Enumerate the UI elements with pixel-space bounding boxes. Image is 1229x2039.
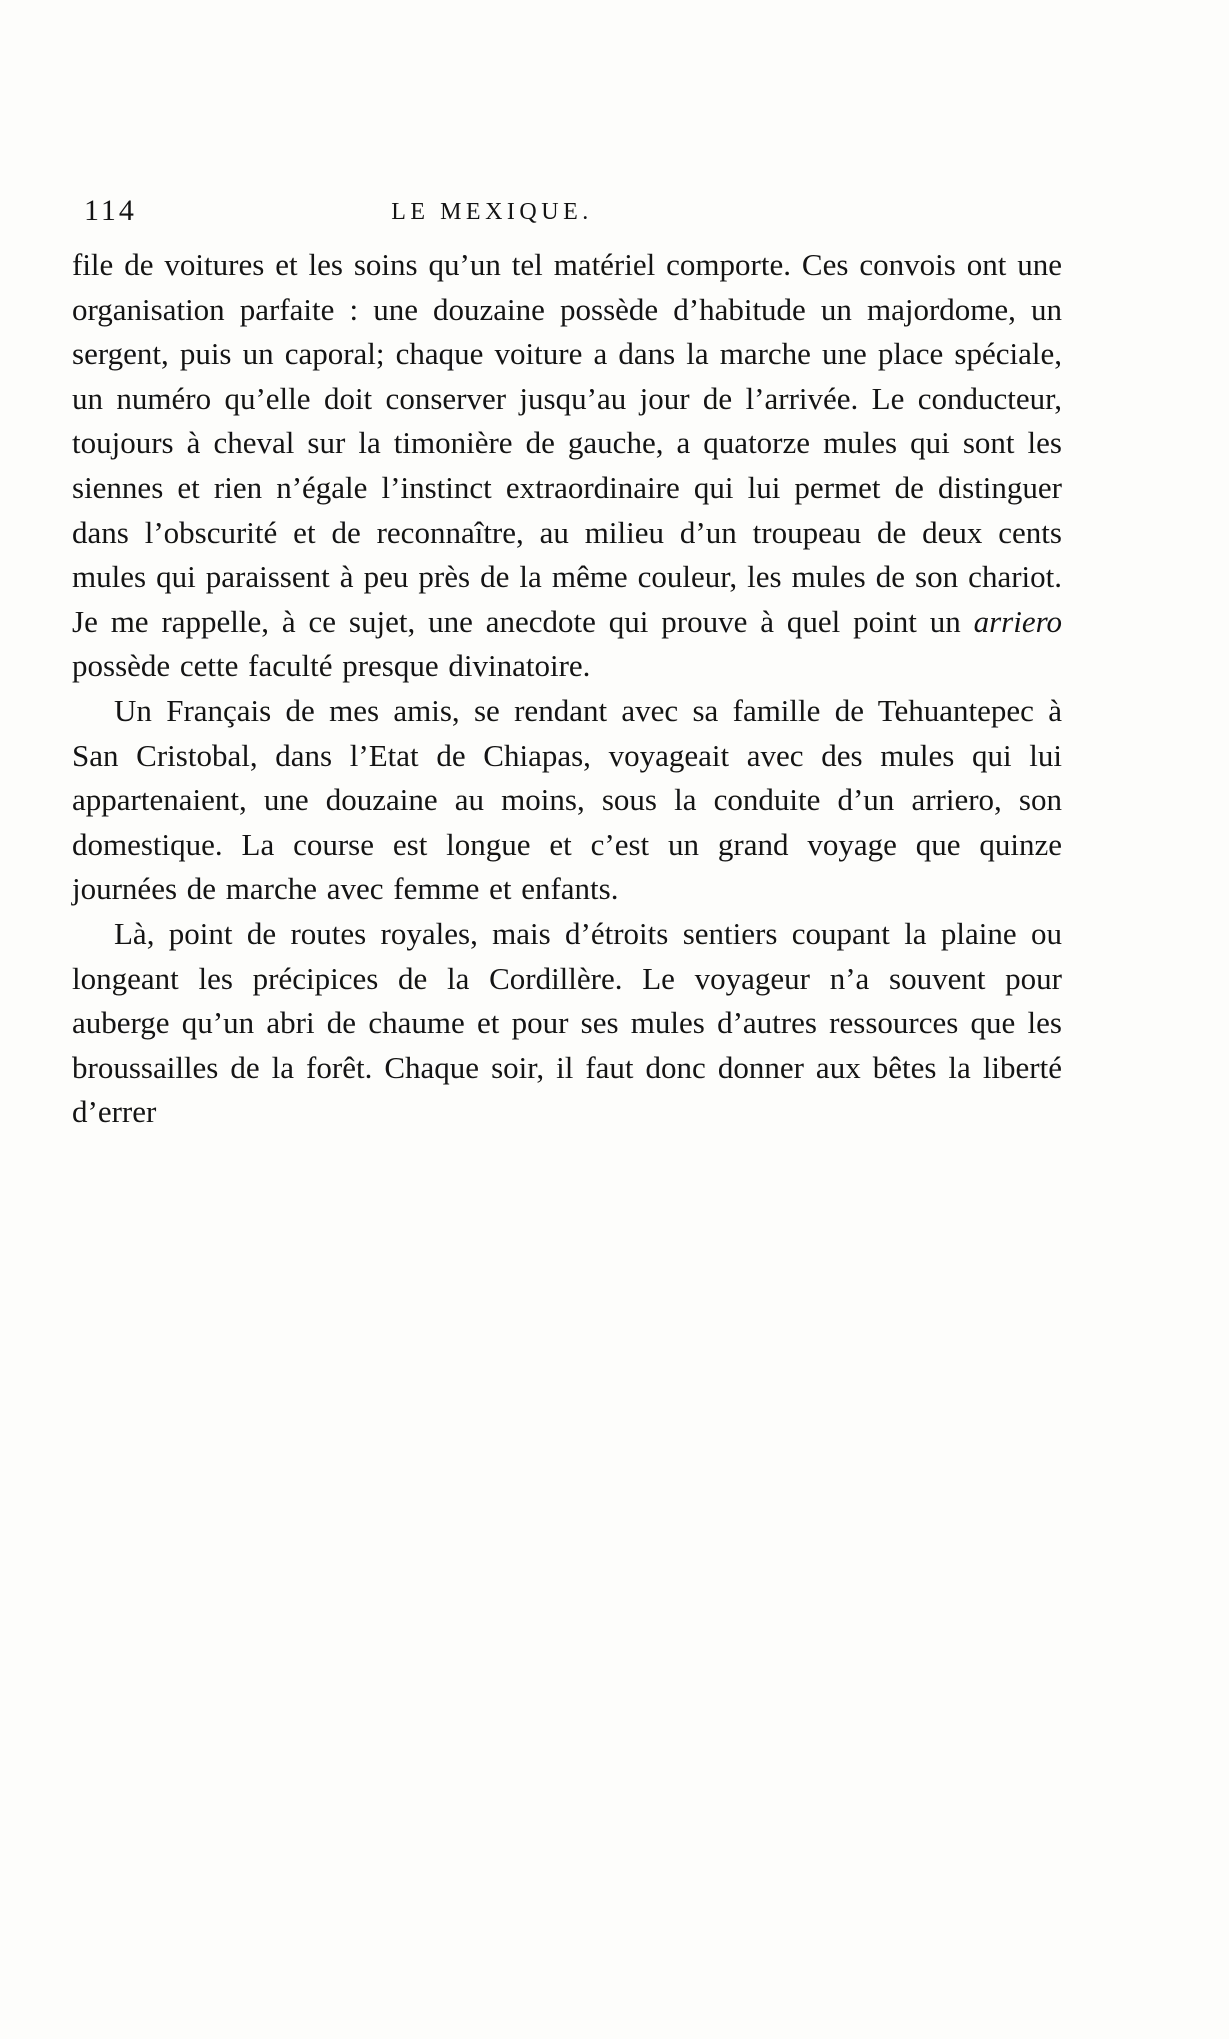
body-text	[72, 243, 1062, 1135]
paragraph-1	[72, 243, 1062, 689]
running-title: LE MEXIQUE.	[391, 199, 593, 225]
paragraph-2: Un Français de mes amis, se rendant avec sa famille de Tehuantepec à San Cristobal, dans l’Etat de Chiapas, voyageait avec des mules qui lui appartenaient, une douzaine au moins, sous la conduite d’un arriero, son domestique. La course est longue et c’est un grand voyage que quinze journées de marche avec femme et enfants.	[72, 692, 1062, 907]
paragraph-3: Là, point de routes royales, mais d’étroits sentiers coupant la plaine ou longeant les précipices de la Cordillère. Le voyageur n’a souvent pour auberge qu’un abri de chaume et pour ses mules d’autres ressources que les broussailles de la forêt. Chaque soir, il faut donc donner aux bêtes la liberté d’errer	[72, 915, 1062, 1130]
paragraph-1-text-before-italic: file de voitures et les soins qu’un tel matériel comporte. Ces convois ont une organisation parfaite : une douzaine possède d’habitude un majordome, un sergent, puis un caporal; chaque voiture a dans la marche une place spéciale, un numéro qu’elle doit conserver jusqu’au jour de l’arrivée. Le conducteur, toujours à cheval sur la timonière de gauche, a quatorze mules qui sont les siennes et rien n’égale l’instinct extraordinaire qui lui permet de distinguer dans l’obscurité et de reconnaître, au milieu d’un troupeau de deux cents mules qui paraissent à peu près de la même couleur, les mules de son chariot. Je me rappelle, à ce sujet, une anecdote qui prouve à quel point un	[72, 247, 1062, 639]
page-number: 114	[84, 194, 137, 227]
page-header	[72, 192, 1062, 236]
paragraph-1-text-after-italic: possède cette faculté presque divinatoire.	[72, 648, 591, 684]
paragraph-1-italic-word: arriero	[973, 603, 1062, 639]
